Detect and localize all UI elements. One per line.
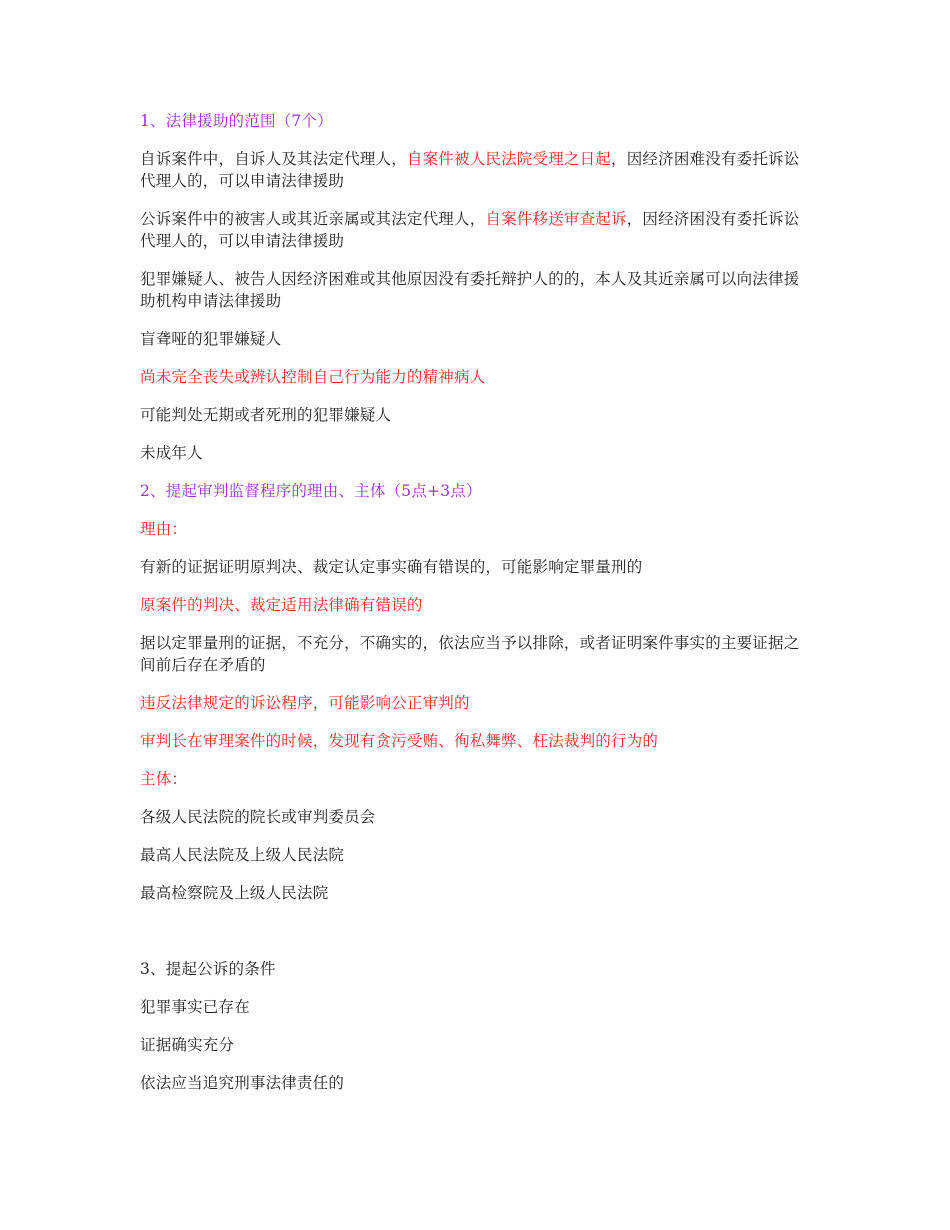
section1-paragraph-1: [140, 148, 815, 192]
reason-label: 理由：: [140, 520, 188, 538]
condition-item-2: 证据确实充分: [140, 1036, 235, 1054]
text-segment: ，因经济困没有委托诉讼代理人的，可以申请法律援助: [140, 210, 800, 250]
highlighted-text: 自案件移送审查起诉: [485, 210, 627, 228]
section1-paragraph-3: 犯罪嫌疑人、被告人因经济困难或其他原因没有委托辩护人的的，本人及其近亲属可以向法律援助机构申请法律援助: [140, 270, 800, 310]
text-segment: 自诉案件中，自诉人及其法定代理人，: [140, 150, 407, 168]
section1-heading: 1、法律援助的范围（7个）: [140, 112, 333, 130]
subject-item-1: 各级人民法院的院长或审判委员会: [140, 808, 376, 826]
reason-item-3: 据以定罪量刑的证据，不充分，不确实的，依法应当予以排除，或者证明案件事实的主要证据之间前后存在矛盾的: [140, 634, 800, 674]
section-spacer: [140, 920, 815, 958]
reason-item-2: 原案件的判决、裁定适用法律确有错误的: [140, 596, 423, 614]
reason-item-5: 审判长在审理案件的时候，发现有贪污受贿、徇私舞弊、枉法裁判的行为的: [140, 732, 659, 750]
text-segment: ，因经济困难没有委托诉讼代理人的，可以申请法律援助: [140, 150, 800, 190]
reason-item-1: 有新的证据证明原判决、裁定认定事实确有错误的，可能影响定罪量刑的: [140, 558, 643, 576]
section3-heading: 3、提起公诉的条件: [140, 960, 276, 978]
section1-paragraph-7: 未成年人: [140, 444, 203, 462]
text-segment: 公诉案件中的被害人或其近亲属或其法定代理人，: [140, 210, 486, 228]
subject-item-2: 最高人民法院及上级人民法院: [140, 846, 345, 864]
section1-paragraph-6: 可能判处无期或者死刑的犯罪嫌疑人: [140, 406, 392, 424]
section1-paragraph-2: [140, 208, 815, 252]
reason-item-4: 违反法律规定的诉讼程序，可能影响公正审判的: [140, 694, 470, 712]
section2-heading: 2、提起审判监督程序的理由、主体（5点+3点）: [140, 482, 482, 500]
document-page: [140, 110, 815, 1110]
highlighted-text: 自案件被人民法院受理之日起: [406, 150, 612, 168]
section1-paragraph-4: 盲聋哑的犯罪嫌疑人: [140, 330, 282, 348]
condition-item-3: 依法应当追究刑事法律责任的: [140, 1074, 345, 1092]
section1-paragraph-5: 尚未完全丧失或辨认控制自己行为能力的精神病人: [140, 368, 486, 386]
subject-label: 主体：: [140, 770, 188, 788]
condition-item-1: 犯罪事实已存在: [140, 998, 250, 1016]
subject-item-3: 最高检察院及上级人民法院: [140, 884, 329, 902]
